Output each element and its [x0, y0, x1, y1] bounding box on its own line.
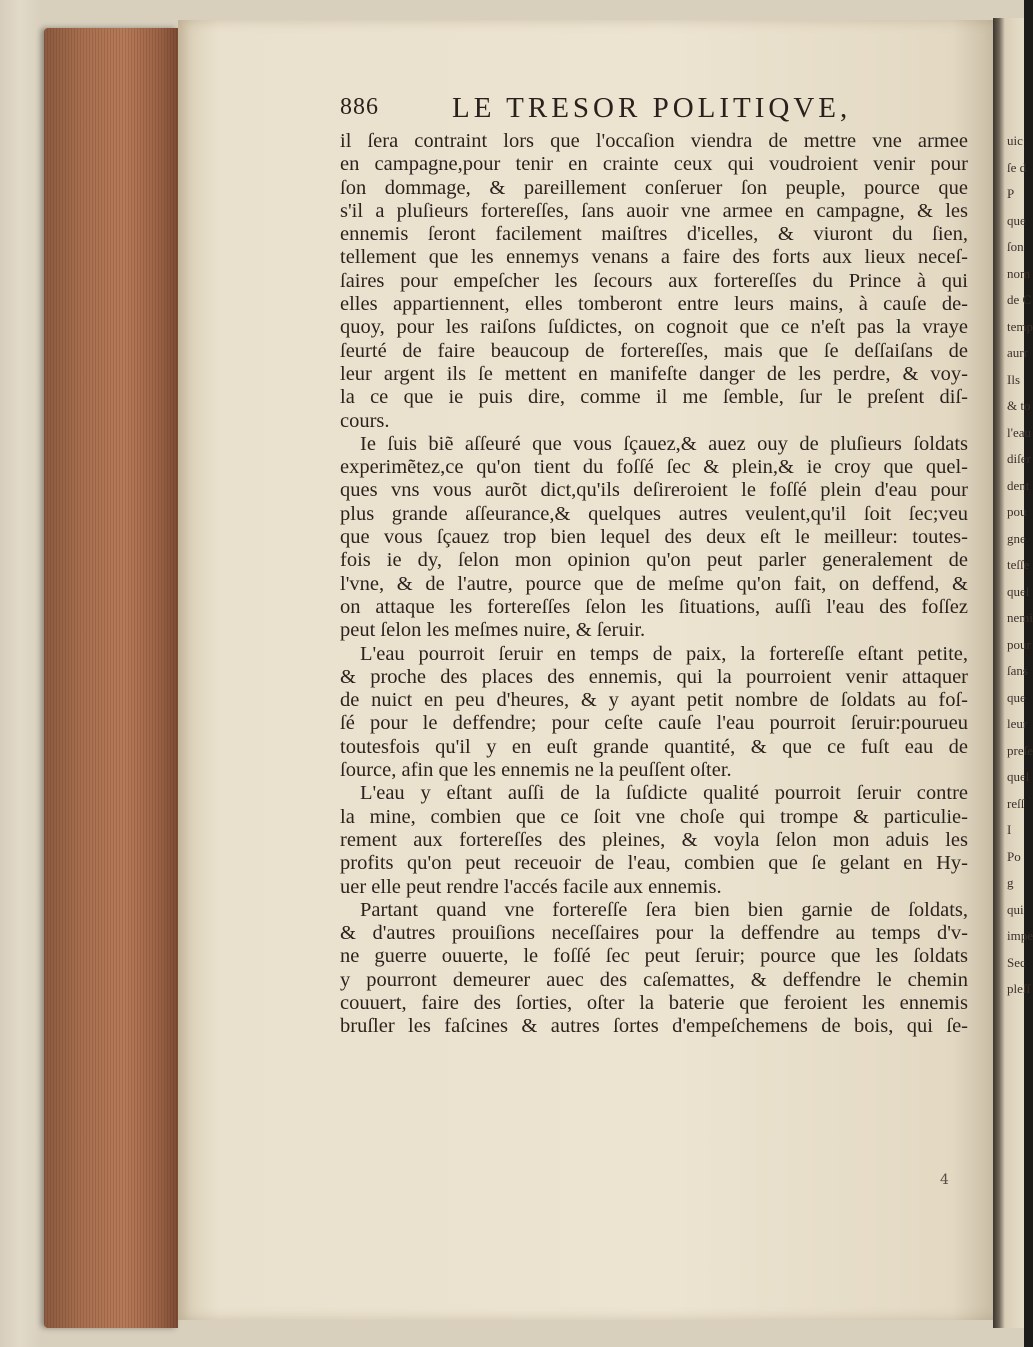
text-line: rement aux fortereſſes des pleines, & voyla ſelon mon aduis les: [340, 828, 968, 851]
text-line: ſé pour le deffendre; pour ceſte cauſe l'eau pourroit ſeruir:pourueu: [340, 712, 968, 735]
text-line: on attaque les fortereſſes ſelon les ſituations, auſſi l'eau des foſſez: [340, 595, 968, 618]
text-line: y pourront demeurer auec des caſemattes, & deffendre le chemin: [340, 968, 968, 991]
text-line: L'eau pourroit ſeruir en temps de paix, la fortereſſe eſtant petite,: [360, 642, 968, 665]
facing-page-fragment: impe: [1007, 928, 1033, 943]
facing-page-fragment: de C: [1007, 292, 1032, 307]
facing-page-fragment: ſans: [1007, 663, 1028, 678]
text-line: quoy, pour les raiſons ſuſdictes, on cognoit que ce n'eſt pas la vraye: [340, 316, 968, 339]
text-line: ſaires pour empeſcher les ſecours aux fortereſſes du Prince à qui: [340, 269, 968, 292]
facing-page-fragment: quel: [1007, 769, 1030, 784]
text-line: Partant quand vne fortereſſe ſera bien bien garnie de ſoldats,: [360, 898, 968, 921]
text-line: la ce que ie puis dire, comme il me ſemble, ſur le preſent diſ-: [340, 386, 968, 409]
facing-page-fragment: uic: [1007, 133, 1023, 148]
text-line: plus grande aſſeurance,& quelques autres veulent,qu'il ſoit ſec;veu: [340, 502, 968, 525]
facing-page-fragment: diſer: [1007, 451, 1031, 466]
facing-page-fragment: pour: [1007, 636, 1031, 652]
facing-page-fragment: Ils: [1007, 371, 1020, 387]
facing-page-fragment: temp: [1007, 318, 1033, 334]
text-line: profits qu'on peut receuoir de l'eau, combien que ſe gelant en Hy-: [340, 852, 968, 875]
facing-page-fragment: Po: [1007, 848, 1021, 864]
facing-page-fragment: aurr: [1007, 345, 1028, 360]
text-line: ne guerre ouuerte, le foſſé ſec peut ſeruir; pource que les ſoldats: [340, 945, 968, 968]
facing-page-fragment: nom: [1007, 265, 1031, 281]
text-line: de nuict en peu d'heures, & y ayant petit nombre de ſoldats au foſ-: [340, 689, 968, 712]
text-line: couuert, faire des ſorties, oſter la baterie que feroient les ennemis: [340, 991, 968, 1014]
facing-page-fragment: reſſ: [1007, 795, 1025, 811]
text-line: Ie ſuis biẽ aſſeuré que vous ſçauez,& auez ouy de pluſieurs ſoldats: [360, 432, 968, 455]
text-line: fois ie dy, ſelon mon opinion qu'on peut parler generalement de: [340, 549, 968, 572]
facing-page-fragment: ſon: [1007, 239, 1024, 254]
facing-page-fragment: ſe d: [1007, 159, 1027, 175]
facing-page-fragment: preſe: [1007, 742, 1033, 758]
text-line: tellement que les ennemys venans a faire des forts aux lieux neceſ-: [340, 246, 968, 269]
text-line: la mine, combien que ce ſoit vne choſe qui trompe & particulie-: [340, 805, 968, 828]
facing-page-recto: [993, 18, 1033, 1328]
facing-page-fragment: g: [1007, 875, 1014, 890]
body-text: [340, 130, 968, 1039]
facing-page-fragment: qui: [1007, 901, 1024, 917]
bottom-mark: 4: [940, 1172, 949, 1188]
facing-page-fragment: leur: [1007, 716, 1028, 731]
text-line: bruſler les faſcines & autres ſortes d'empeſchemens de bois, qui ſe-: [340, 1015, 968, 1038]
facing-page-fragment: Sec: [1007, 954, 1026, 970]
facing-page-fragment: I: [1007, 822, 1012, 837]
facing-page-fragment: & to: [1007, 398, 1031, 413]
text-line: ſource, afin que les ennemis ne la peuſſent oſter.: [340, 759, 732, 782]
facing-page-fragment: gne: [1007, 530, 1026, 546]
text-line: en campagne,pour tenir en crainte ceux qui voudroient venir pour: [340, 153, 968, 176]
book-page-edges: [44, 28, 178, 1328]
facing-page-fragment: nemi: [1007, 610, 1033, 625]
text-line: s'il a pluſieurs fortereſſes, ſans auoir vne armee en campagne, & les: [340, 199, 968, 222]
facing-page-fragment: l'eau: [1007, 424, 1031, 440]
facing-page-fragment: pleſſ: [1007, 981, 1031, 996]
text-line: peut ſelon les meſmes nuire, & ſeruir.: [340, 619, 646, 642]
text-line: ſon dommage, & pareillement conſeruer ſon peuple, pource que: [340, 176, 968, 199]
text-line: ſeurté de faire beaucoup de fortereſſes, mais que ſe deſſaiſans de: [340, 339, 968, 362]
text-line: toutesfois qu'il y en euſt grande quantité, & que ce fuſt eau de: [340, 735, 968, 758]
page-header: [340, 92, 970, 132]
facing-page-fragment: teſſe: [1007, 557, 1030, 572]
facing-page-fragment: P: [1007, 186, 1015, 201]
text-line: ques vns vous aurõt dict,qu'ils deſireroient le foſſé plein d'eau pour: [340, 479, 968, 502]
running-title: LE TRESOR POLITIQVE,: [452, 92, 852, 124]
text-line: experimẽtez,ce qu'on tient du foſſé ſec & plein,& ie croy que quel-: [340, 456, 968, 479]
text-line: cours.: [340, 409, 390, 432]
page-number: 886: [340, 94, 379, 120]
text-line: & proche des places des ennemis, qui la pourroient venir attaquer: [340, 665, 968, 688]
facing-page-fragment: pou: [1007, 504, 1027, 519]
text-line: leur argent ils ſe mettent en manifeſte danger de les perdre, & voy-: [340, 362, 968, 385]
text-line: que vous ſçauez trop bien lequel des deux eſt le meilleur: toutes-: [340, 526, 968, 549]
text-line: il ſera contraint lors que l'occaſion viendra de mettre vne armee: [340, 130, 968, 152]
facing-page-fragment: que: [1007, 212, 1026, 228]
text-line: ennemis ſeront facilement maiſtres d'icelles, & viuront du ſien,: [340, 223, 968, 246]
text-line: l'vne, & de l'autre, pource que de meſme qu'on fait, on deffend, &: [340, 572, 968, 595]
text-line: elles appartiennent, elles tomberont entre leurs mains, à cauſe de-: [340, 293, 968, 316]
text-line: uer elle peut rendre l'accés facile aux ennemis.: [340, 875, 722, 898]
facing-page-fragment: que: [1007, 689, 1026, 705]
facing-page-fragment: dent: [1007, 477, 1030, 493]
text-line: L'eau y eſtant auſſi de la ſuſdicte qualité pourroit ſeruir contre: [360, 782, 968, 805]
facing-page-fragment: quel: [1007, 583, 1030, 599]
text-line: & d'autres prouiſions neceſſaires pour la deffendre au temps d'v-: [340, 922, 968, 945]
